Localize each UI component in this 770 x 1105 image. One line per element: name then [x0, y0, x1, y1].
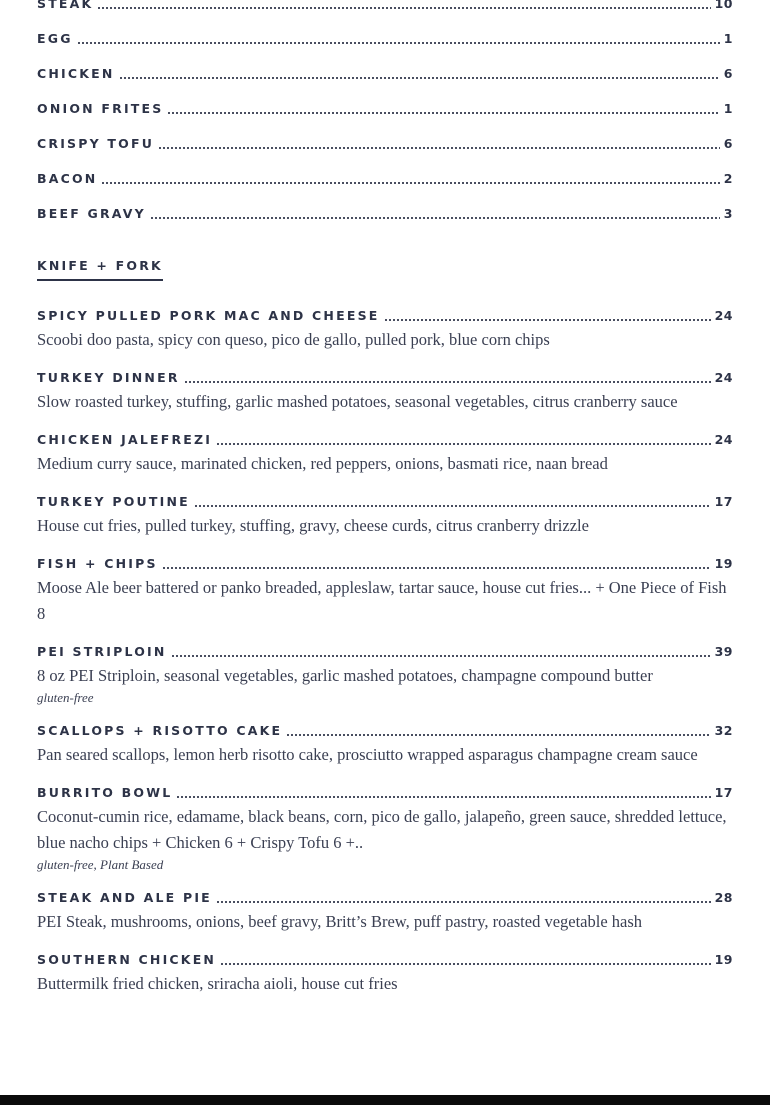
menu-item	[37, 307, 733, 353]
item-dietary-tag: gluten-free, Plant Based	[37, 857, 164, 872]
menu-item	[37, 555, 733, 627]
menu-item	[37, 643, 733, 706]
addons-list	[37, 0, 733, 223]
menu-item	[37, 369, 733, 415]
menu-item	[37, 889, 733, 935]
dot-leader	[167, 112, 719, 114]
addon-price: 1	[723, 31, 733, 46]
item-description: Slow roasted turkey, stuffing, garlic mashed potatoes, seasonal vegetables, citrus cranberry sauce	[37, 392, 678, 411]
item-description: Scoobi doo pasta, spicy con queso, pico de gallo, pulled pork, blue corn chips	[37, 330, 550, 349]
item-name: CHICKEN JALEFREZI	[37, 432, 213, 447]
item-price: 17	[714, 785, 733, 800]
item-price: 17	[714, 494, 733, 509]
dot-leader	[216, 443, 710, 445]
dot-leader	[97, 7, 710, 9]
item-name: SPICY PULLED PORK MAC AND CHEESE	[37, 308, 380, 323]
item-name: STEAK AND ALE PIE	[37, 890, 212, 905]
menu-item	[37, 431, 733, 477]
section-title: KNIFE + FORK	[37, 257, 163, 281]
dot-leader	[286, 734, 710, 736]
menu-page	[37, 0, 733, 1013]
item-price: 19	[714, 952, 733, 967]
dot-leader	[119, 77, 720, 79]
item-name: TURKEY DINNER	[37, 370, 180, 385]
addon-name: CHICKEN	[37, 66, 115, 81]
dot-leader	[194, 505, 711, 507]
addon-name: EGG	[37, 31, 73, 46]
menu-item	[37, 784, 733, 873]
addon-price: 2	[723, 171, 733, 186]
addon-name: CRISPY TOFU	[37, 136, 155, 151]
dot-leader	[162, 567, 711, 569]
item-name: SCALLOPS + RISOTTO CAKE	[37, 723, 283, 738]
item-description: House cut fries, pulled turkey, stuffing, gravy, cheese curds, citrus cranberry drizzle	[37, 516, 589, 535]
item-price: 24	[714, 432, 733, 447]
item-price: 28	[714, 890, 733, 905]
item-name: SOUTHERN CHICKEN	[37, 952, 217, 967]
item-name: FISH + CHIPS	[37, 556, 158, 571]
item-price: 32	[714, 723, 733, 738]
item-name: TURKEY POUTINE	[37, 494, 190, 509]
dot-leader	[150, 217, 720, 219]
item-name: PEI STRIPLOIN	[37, 644, 167, 659]
addon-row	[37, 65, 733, 83]
item-description: Pan seared scallops, lemon herb risotto cake, prosciutto wrapped asparagus champagne cream sauce	[37, 745, 698, 764]
addon-row	[37, 170, 733, 188]
addon-name: STEAK	[37, 0, 94, 11]
addon-price: 6	[723, 66, 733, 81]
menu-items	[37, 307, 733, 997]
footer-bar	[0, 1095, 770, 1105]
dot-leader	[158, 147, 720, 149]
item-price: 24	[714, 308, 733, 323]
dot-leader	[171, 655, 711, 657]
menu-item	[37, 951, 733, 997]
menu-item	[37, 493, 733, 539]
addon-price: 6	[723, 136, 733, 151]
item-description: Coconut-cumin rice, edamame, black beans, corn, pico de gallo, jalapeño, green sauce, shredded lettuce, blue nacho chips + Chicken 6 + Crispy Tofu 6 +..	[37, 807, 727, 852]
dot-leader	[384, 319, 711, 321]
item-name: BURRITO BOWL	[37, 785, 173, 800]
addon-row	[37, 135, 733, 153]
addon-price: 10	[714, 0, 733, 11]
dot-leader	[216, 901, 711, 903]
item-description: Medium curry sauce, marinated chicken, red peppers, onions, basmati rice, naan bread	[37, 454, 608, 473]
addon-row	[37, 205, 733, 223]
addon-price: 1	[723, 101, 733, 116]
menu-item	[37, 722, 733, 768]
addon-price: 3	[723, 206, 733, 221]
addon-name: ONION FRITES	[37, 101, 164, 116]
item-description: Buttermilk fried chicken, sriracha aioli, house cut fries	[37, 974, 398, 993]
item-dietary-tag: gluten-free	[37, 690, 94, 705]
addon-row	[37, 0, 733, 13]
dot-leader	[184, 381, 711, 383]
dot-leader	[101, 182, 719, 184]
addon-row	[37, 100, 733, 118]
dot-leader	[77, 42, 720, 44]
addon-name: BACON	[37, 171, 98, 186]
item-price: 19	[714, 556, 733, 571]
item-description: Moose Ale beer battered or panko breaded, appleslaw, tartar sauce, house cut fries... + One Piece of Fish 8	[37, 578, 727, 623]
addon-row	[37, 30, 733, 48]
addon-name: BEEF GRAVY	[37, 206, 146, 221]
item-price: 24	[714, 370, 733, 385]
item-description: 8 oz PEI Striploin, seasonal vegetables, garlic mashed potatoes, champagne compound butter	[37, 666, 653, 685]
dot-leader	[176, 796, 710, 798]
item-price: 39	[714, 644, 733, 659]
dot-leader	[220, 963, 711, 965]
item-description: PEI Steak, mushrooms, onions, beef gravy, Britt’s Brew, puff pastry, roasted vegetable hash	[37, 912, 643, 931]
